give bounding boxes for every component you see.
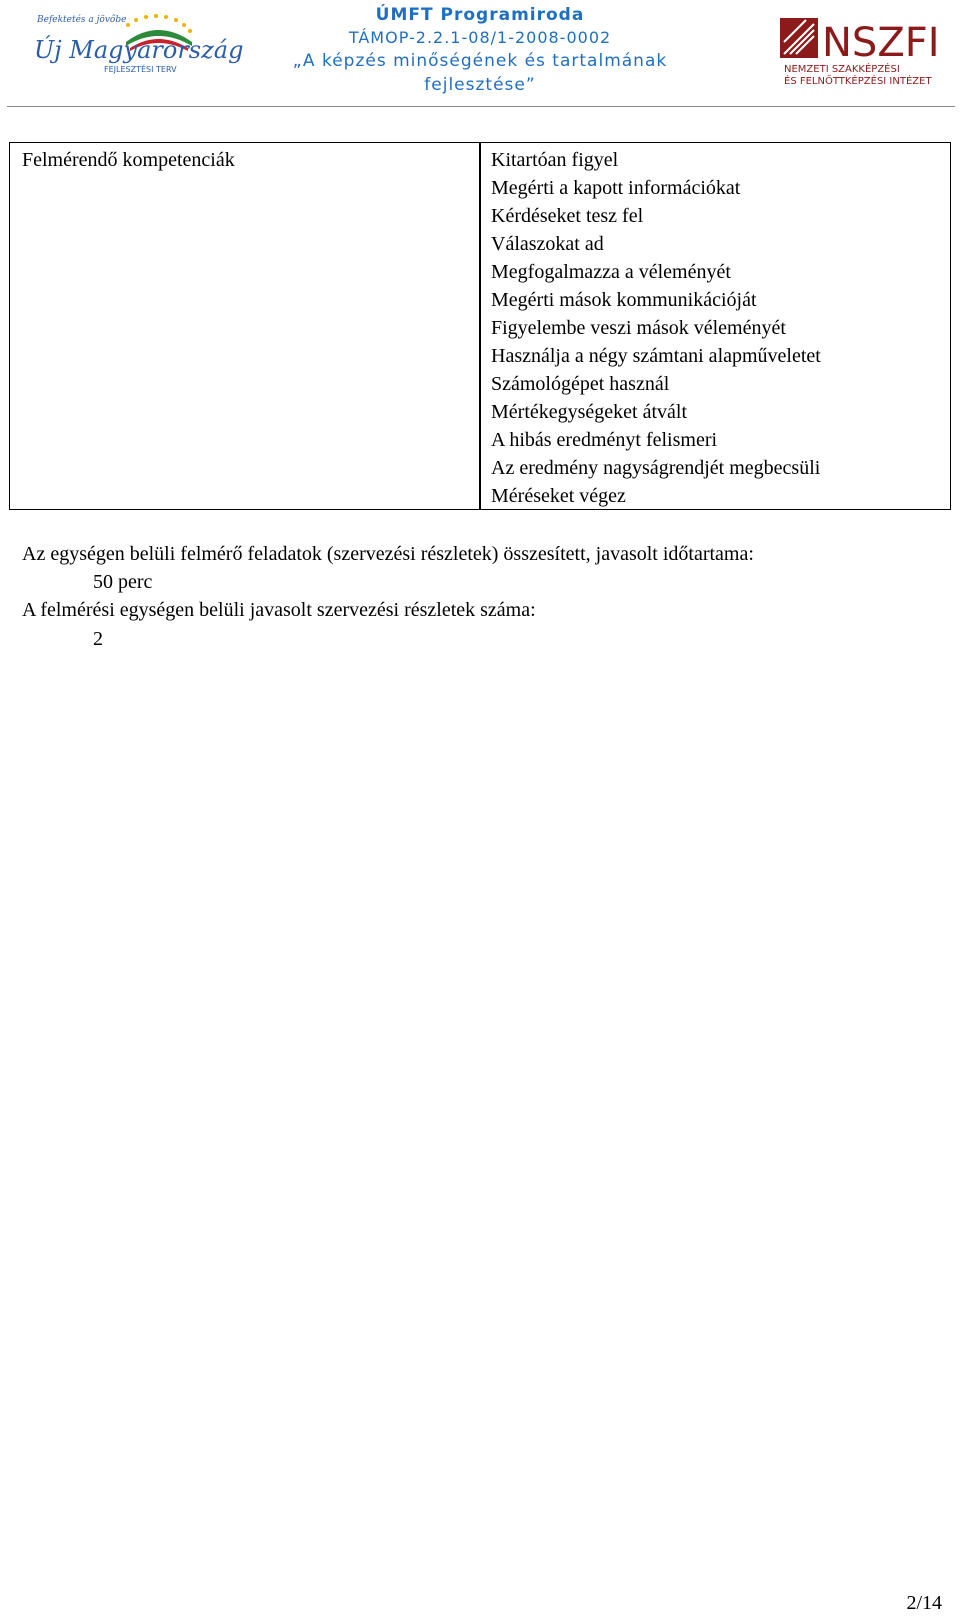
detail-count-value: 2 <box>93 628 103 650</box>
list-item: Megfogalmazza a véleményét <box>491 261 731 283</box>
project-code: TÁMOP-2.2.1-08/1-2008-0002 <box>348 28 612 47</box>
list-item: Megérti a kapott információkat <box>491 177 741 199</box>
competencies-label: Felmérendő kompetenciák <box>22 149 235 171</box>
page-header <box>0 0 960 112</box>
list-item: Kitartóan figyel <box>491 149 619 171</box>
detail-count-label: A felmérési egységen belüli javasolt szervezési részletek száma: <box>22 599 536 621</box>
project-title-line1: „A képzés minőségének és tartalmának <box>292 51 668 71</box>
competencies-list <box>491 146 821 510</box>
svg-text:ÉS FELNŐTTKÉPZÉSI INTÉZET: ÉS FELNŐTTKÉPZÉSI INTÉZET <box>784 76 932 87</box>
svg-text:NEMZETI SZAKKÉPZÉSI: NEMZETI SZAKKÉPZÉSI <box>784 64 900 75</box>
list-item: Válaszokat ad <box>491 233 604 255</box>
svg-text:FEJLESZTÉSI TERV: FEJLESZTÉSI TERV <box>104 65 177 74</box>
project-title-line2: fejlesztése” <box>424 75 536 95</box>
list-item: Figyelembe veszi mások véleményét <box>491 317 786 339</box>
nszfi-logo <box>780 14 950 86</box>
uj-magyarorszag-logo <box>34 12 244 90</box>
svg-text:NSZFI: NSZFI <box>822 20 940 66</box>
page-number: 2/14 <box>906 1592 942 1614</box>
list-item: Megérti mások kommunikációját <box>491 289 757 311</box>
program-office-title: ÚMFT Programiroda <box>375 5 585 25</box>
list-item: A hibás eredményt felismeri <box>491 429 718 451</box>
svg-text:Új Magyarország: Új Magyarország <box>34 36 244 64</box>
duration-label: Az egységen belüli felmérő feladatok (szervezési részletek) összesített, javasolt időtartama: <box>22 543 754 565</box>
program-office-heading <box>250 4 710 97</box>
list-item: Az eredmény nagyságrendjét megbecsüli <box>491 457 821 479</box>
list-item: Használja a négy számtani alapműveletet <box>491 345 821 367</box>
list-item: Kérdéseket tesz fel <box>491 205 644 227</box>
list-item: Mértékegységeket átvált <box>491 401 688 423</box>
competencies-table <box>9 142 951 510</box>
svg-text:Befektetés a jövőbe: Befektetés a jövőbe <box>37 15 127 25</box>
list-item: Méréseket végez <box>491 485 626 507</box>
list-item: Számológépet használ <box>491 373 670 395</box>
duration-value: 50 perc <box>93 571 153 593</box>
header-divider <box>7 106 955 107</box>
table-column-divider <box>479 143 481 509</box>
